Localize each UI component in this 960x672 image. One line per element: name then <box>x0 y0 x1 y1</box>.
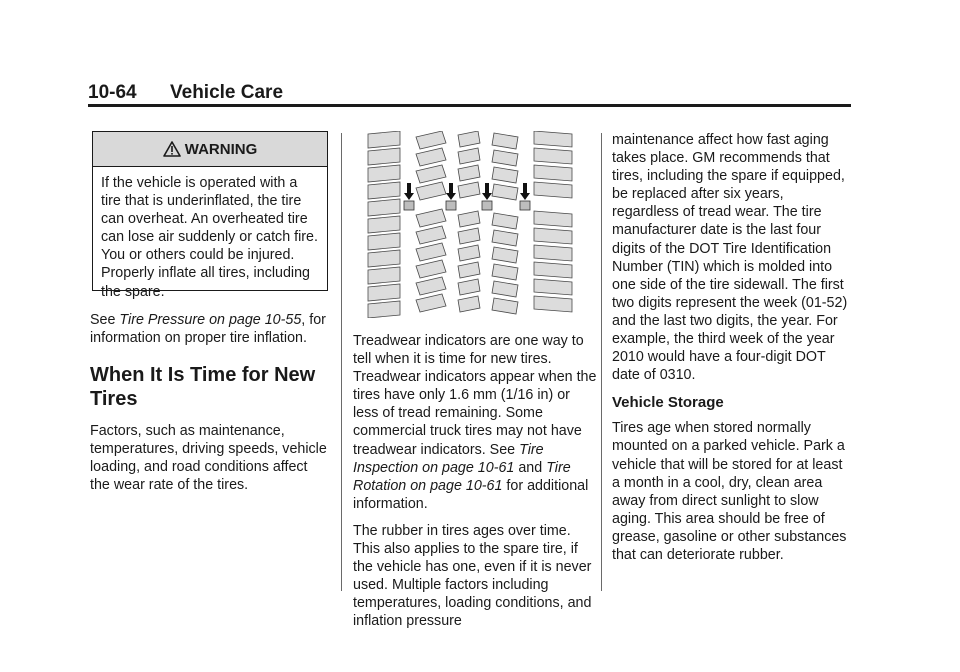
rubber-aging-paragraph: The rubber in tires ages over time. This also applies to the spare tire, if the vehicle has one, even if it is never used. Multiple factors including temperatures, loading conditions, and inflation pressure <box>353 522 592 630</box>
see-suffix: , for information on proper tire inflation. <box>90 312 326 347</box>
column-divider-1 <box>341 133 342 591</box>
treadwear-indicator-illustration <box>366 131 587 318</box>
header-rule <box>88 104 851 107</box>
aging-continued-paragraph: maintenance affect how fast aging takes place. GM recommends that tires, including the spare if equipped, be replaced after six years, regardless of tread wear. The tire manufacturer date is the last four digits of the DOT Tire Identification Number (TIN) which is molded into one side of the tire sidewall. The first two digits represent the week (01-52) and the last two digits, the year. For example, the third week of the year 2010 would have a four-digit DOT date of 0310. <box>612 132 848 384</box>
tread-rib-3 <box>458 131 480 312</box>
wear-bar-4 <box>520 201 530 210</box>
warning-text: If the vehicle is operated with a tire that is underinflated, the tire can overheat. An overheated tire can lose air suddenly or catch fire. You or others could be injured. Properly inflate all tires, including the spare. <box>101 175 318 300</box>
column-1 <box>90 311 330 495</box>
tread-rib-2 <box>416 131 446 312</box>
tire-inspection-link[interactable]: Tire Inspection on page 10-61 <box>353 441 544 476</box>
tread-rib-5 <box>534 131 572 312</box>
indicator-arrow-2 <box>446 183 456 200</box>
warning-title: WARNING <box>184 140 258 158</box>
treadwear-suffix: for additional information. <box>353 477 589 512</box>
treadwear-paragraph <box>353 332 598 513</box>
wear-factors-paragraph: Factors, such as maintenance, temperatures, driving speeds, vehicle loading, and road conditions affect the wear rate of the tires. <box>90 423 327 494</box>
section-heading-new-tires: When It Is Time for New Tires <box>90 364 316 411</box>
chapter-title: Vehicle Care <box>170 82 284 103</box>
see-prefix: See <box>90 312 120 328</box>
indicator-arrow-3 <box>482 183 492 200</box>
tire-rotation-link[interactable]: Tire Rotation on page 10-61 <box>353 459 571 494</box>
wear-bar-3 <box>482 201 492 210</box>
page-header <box>88 82 283 104</box>
tire-pressure-link[interactable]: Tire Pressure on page 10-55 <box>119 312 302 328</box>
warning-box <box>92 131 328 300</box>
section-heading-vehicle-storage: Vehicle Storage <box>612 394 724 412</box>
warning-header <box>93 132 327 167</box>
treadwear-text: Treadwear indicators are one way to tell when it is time for new tires. Treadwear indicators appear when the tires have only 1.6 mm (1/16 in) or less of tread remaining. Some commercial truck tires may not have treadwear indicators. See <box>353 333 597 458</box>
wear-bar-2 <box>446 201 456 210</box>
wear-bar-1 <box>404 201 414 210</box>
indicator-arrow-4 <box>520 183 530 200</box>
warning-triangle-icon <box>163 141 181 157</box>
see-tire-pressure-paragraph <box>90 311 330 347</box>
page-number: 10-64 <box>88 82 137 103</box>
tread-rib-1 <box>368 131 400 318</box>
column-2 <box>353 332 598 631</box>
tread-rib-4 <box>492 133 518 314</box>
vehicle-storage-paragraph: Tires age when stored normally mounted on a parked vehicle. Park a vehicle that will be stored for at least a month in a cool, dry, clean area away from direct sunlight to slow aging. This area should be free of grease, gasoline or other substances that can deteriorate rubber. <box>612 420 847 563</box>
column-3 <box>612 131 854 564</box>
column-divider-2 <box>601 133 602 591</box>
indicator-arrow-1 <box>404 183 414 200</box>
treadwear-and: and <box>514 459 547 476</box>
